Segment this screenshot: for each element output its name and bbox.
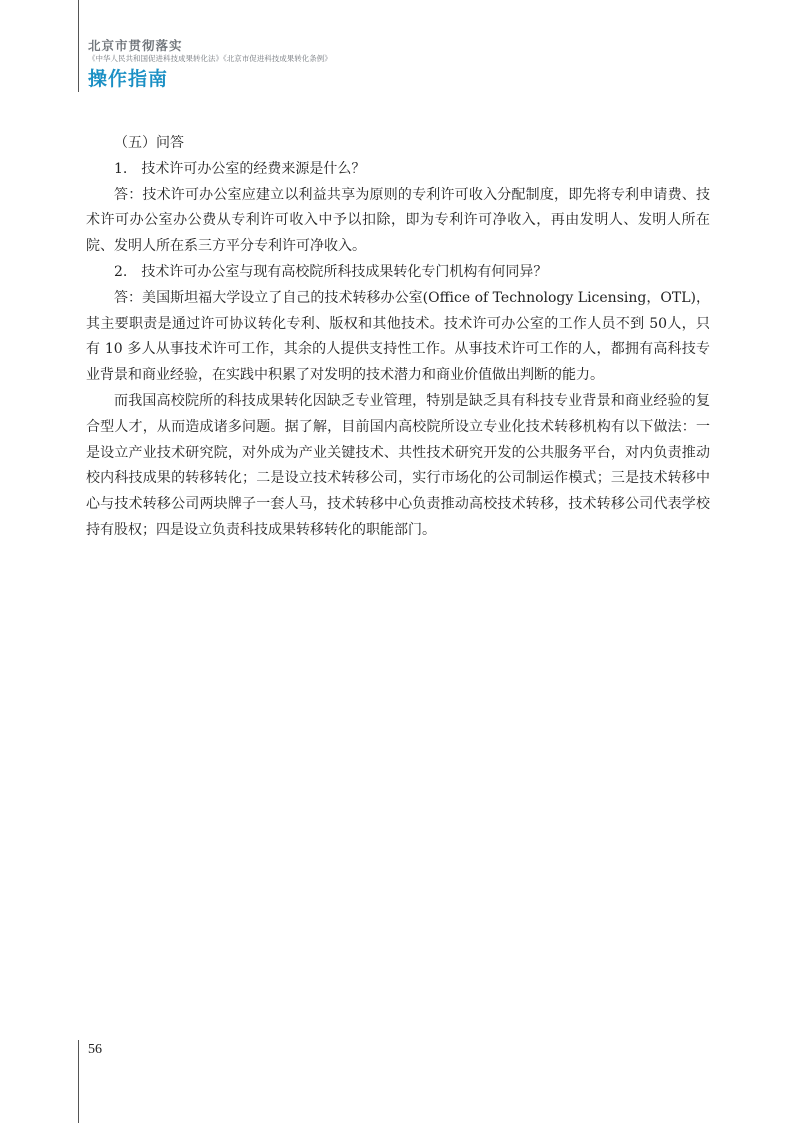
answer-2-paragraph-1: 答：美国斯坦福大学设立了自己的技术转移办公室(Office of Technology Licensing，OTL)，其主要职责是通过许可协议转化专利、版权和其他技术。技术许可办公室的工作人员不到 50人，只有 10 多人从事技术许可工作，其余的人提供支持性工作。从事技术许可工作的人，都拥有高科技专业背景和商业经验，在实践中积累了对发明的技术潜力和商业价值做出判断的能力。 — [86, 289, 710, 384]
section-heading: （五）问答 — [114, 135, 184, 151]
running-header — [88, 38, 728, 92]
header-vertical-rule — [78, 0, 79, 92]
question-1: 1. 技术许可办公室的经费来源是什么？ — [114, 160, 366, 177]
answer-2-paragraph-2: 而我国高校院所的科技成果转化因缺乏专业管理，特别是缺乏具有科技专业背景和商业经验的复合型人才，从而造成诸多问题。据了解，目前国内高校院所设立专业化技术转移机构有以下做法：一是设立产业技术研究院，对外成为产业关键技术、共性技术研究开发的公共服务平台，对内负责推动校内科技成果的转移转化；二是设立技术转移公司，实行市场化的公司制运作模式；三是技术转移中心与技术转移公司两块牌子一套人马，技术转移中心负责推动高校技术转移，技术转移公司代表学校持有股权；四是设立负责科技成果转移转化的职能部门。 — [86, 392, 710, 538]
header-title: 北京市贯彻落实 — [88, 38, 183, 53]
page-number: 56 — [88, 1042, 102, 1057]
header-guide-title: 操作指南 — [88, 68, 169, 90]
question-2: 2. 技术许可办公室与现有高校院所科技成果转化专门机构有何同异？ — [114, 263, 548, 280]
footer-vertical-rule — [78, 1040, 79, 1123]
answer-1: 答：技术许可办公室应建立以利益共享为原则的专利许可收入分配制度，即先将专利申请费、技术许可办公室办公费从专利许可收入中予以扣除，即为专利许可净收入，再由发明人、发明人所在院、发明人所在系三方平分专利许可净收入。 — [86, 186, 710, 255]
header-subtitle: 《中华人民共和国促进科技成果转化法》《北京市促进科技成果转化条例》 — [88, 54, 332, 63]
body-text — [86, 131, 710, 544]
